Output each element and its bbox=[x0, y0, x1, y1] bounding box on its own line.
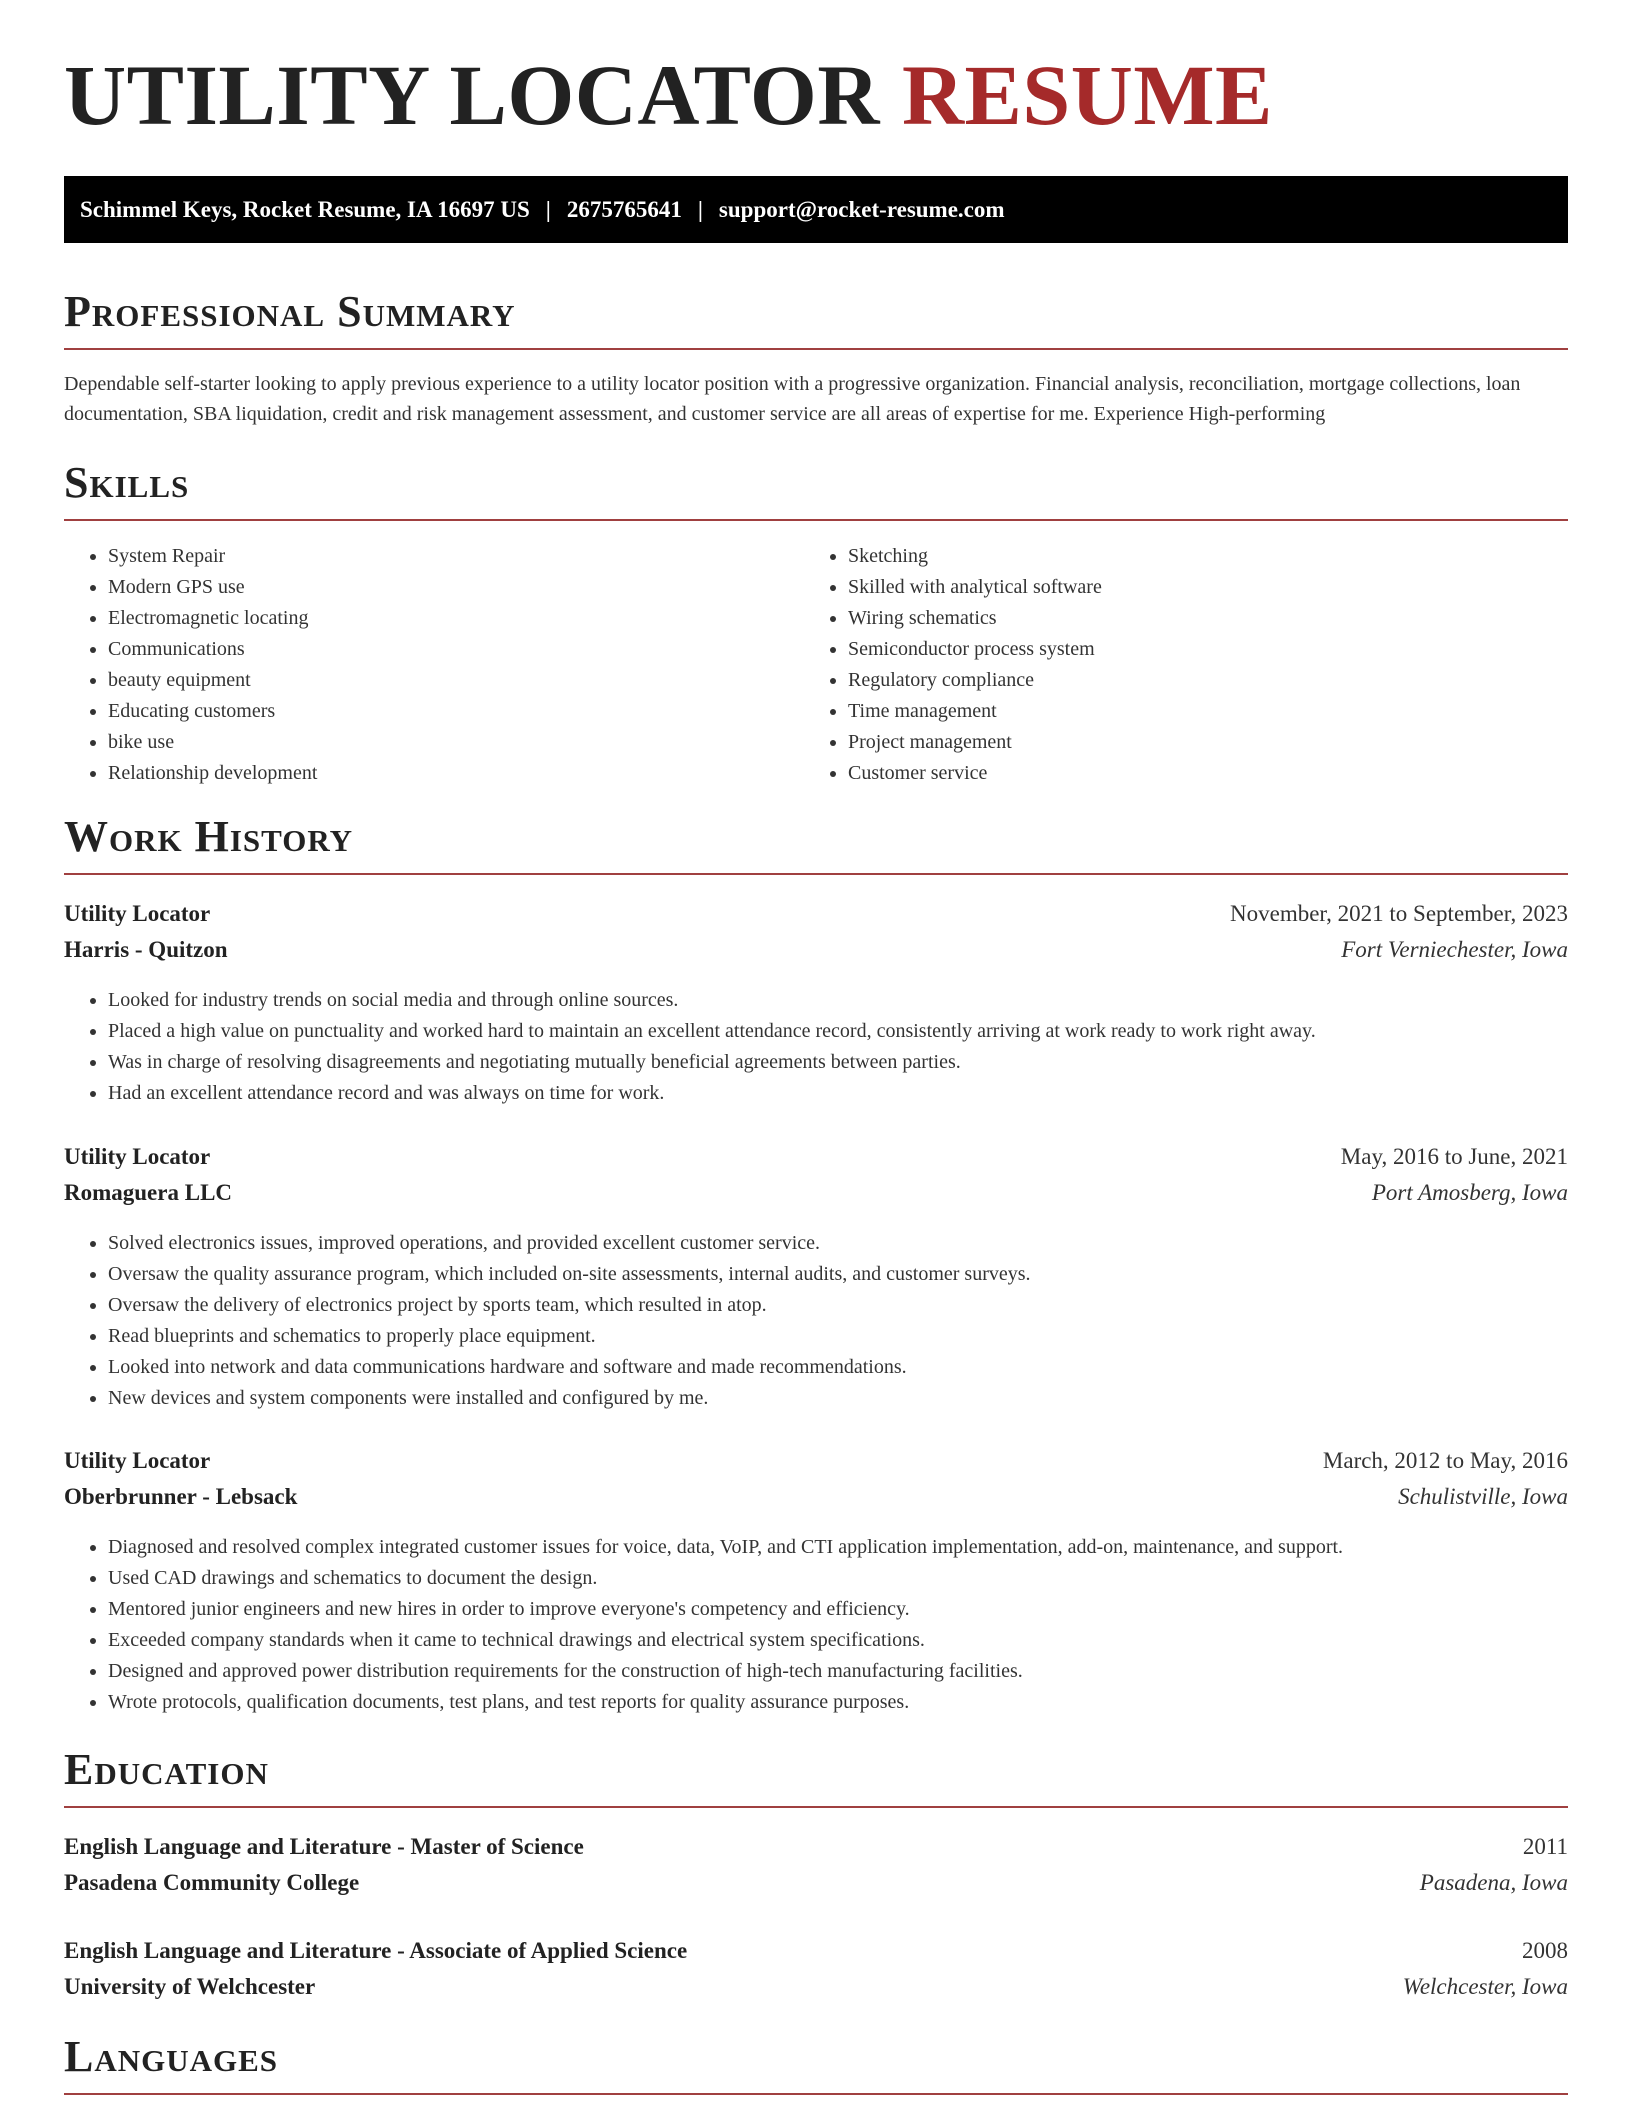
education-year: 2008 bbox=[1522, 1938, 1568, 1963]
education-degree: English Language and Literature - Associate of Applied Science bbox=[64, 1938, 688, 1963]
job-bullet: • Oversaw the quality assurance program, which included on-site assessments, internal audits, and customer surveys. bbox=[108, 1259, 1568, 1290]
job-bullet: • Diagnosed and resolved complex integrated customer issues for voice, data, VoIP, and CTI application implementation, add-on, maintenance, and support. bbox=[108, 1532, 1568, 1563]
education-location: Pasadena, Iowa bbox=[1419, 1870, 1568, 1895]
job-bullet: • Looked for industry trends on social media and through online sources. bbox=[108, 985, 1568, 1016]
job-bullets bbox=[64, 1228, 1568, 1414]
job-location: Port Amosberg, Iowa bbox=[1371, 1180, 1568, 1205]
skill-item: • Sketching bbox=[848, 541, 1524, 572]
education-degree: English Language and Literature - Master of Science bbox=[64, 1834, 584, 1859]
job-title-row bbox=[64, 1443, 1568, 1479]
skill-item: • Customer service bbox=[848, 758, 1524, 789]
job-company-row bbox=[64, 932, 1568, 968]
job-title-row bbox=[64, 896, 1568, 932]
skill-item: • Wiring schematics bbox=[848, 603, 1524, 634]
title-main: UTILITY LOCATOR bbox=[64, 47, 880, 143]
education-school-row bbox=[64, 1969, 1568, 2005]
skill-item: • Project management bbox=[848, 727, 1524, 758]
contact-bar bbox=[64, 176, 1568, 243]
education-school: Pasadena Community College bbox=[64, 1870, 360, 1895]
skill-item: • Modern GPS use bbox=[108, 572, 784, 603]
job-title-row bbox=[64, 1139, 1568, 1175]
job-bullet: • Used CAD drawings and schematics to document the design. bbox=[108, 1563, 1568, 1594]
skill-item: • Time management bbox=[848, 696, 1524, 727]
skill-item: • bike use bbox=[108, 727, 784, 758]
skills-right-column bbox=[804, 541, 1524, 789]
skill-item: • beauty equipment bbox=[108, 665, 784, 696]
education-degree-row bbox=[64, 1933, 1568, 1969]
skills-heading: Skills bbox=[64, 461, 1568, 521]
summary-heading: Professional Summary bbox=[64, 290, 1568, 350]
languages-heading: Languages bbox=[64, 2035, 1568, 2095]
skill-item: • Educating customers bbox=[108, 696, 784, 727]
skill-item: • Communications bbox=[108, 634, 784, 665]
skill-item: • Electromagnetic locating bbox=[108, 603, 784, 634]
job-company-row bbox=[64, 1479, 1568, 1515]
skill-item: • System Repair bbox=[108, 541, 784, 572]
skills-right-list bbox=[804, 541, 1524, 789]
skill-item: • Regulatory compliance bbox=[848, 665, 1524, 696]
job-company: Oberbrunner - Lebsack bbox=[64, 1484, 298, 1509]
job-bullets bbox=[64, 1532, 1568, 1718]
job-bullet: • Designed and approved power distribution requirements for the construction of high-tech manufacturing facilities. bbox=[108, 1656, 1568, 1687]
skill-item: • Semiconductor process system bbox=[848, 634, 1524, 665]
job-bullet: • Looked into network and data communications hardware and software and made recommendations. bbox=[108, 1352, 1568, 1383]
job-company: Romaguera LLC bbox=[64, 1180, 233, 1205]
job-bullet: • Solved electronics issues, improved operations, and provided excellent customer service. bbox=[108, 1228, 1568, 1259]
resume-title bbox=[64, 47, 1273, 143]
job-bullet: • Read blueprints and schematics to properly place equipment. bbox=[108, 1321, 1568, 1352]
contact-phone[interactable]: 2675765641 bbox=[566, 196, 682, 222]
job-title: Utility Locator bbox=[64, 901, 211, 926]
skill-item: • Skilled with analytical software bbox=[848, 572, 1524, 603]
contact-separator: | bbox=[697, 196, 703, 222]
job-bullet: • Wrote protocols, qualification documents, test plans, and test reports for quality assurance purposes. bbox=[108, 1687, 1568, 1718]
education-heading: Education bbox=[64, 1748, 1568, 1808]
contact-separator: | bbox=[545, 196, 551, 222]
education-school: University of Welchcester bbox=[64, 1974, 316, 1999]
contact-email[interactable]: support@rocket-resume.com bbox=[718, 196, 1005, 222]
work-history-heading: Work History bbox=[64, 815, 1568, 875]
skills-left-column bbox=[64, 541, 784, 789]
skills-left-list bbox=[64, 541, 784, 789]
summary-text: Dependable self-starter looking to apply previous experience to a utility locator position with a progressive organization. Financial analysis, reconciliation, mortgage collections, loan documentation, SBA liquidation, credit and risk management assessment, and customer service are all areas of expertise for me. Experience High-performing bbox=[64, 373, 1521, 425]
job-dates: March, 2012 to May, 2016 bbox=[1322, 1448, 1568, 1473]
education-location: Welchcester, Iowa bbox=[1402, 1974, 1568, 1999]
job-location: Fort Verniechester, Iowa bbox=[1341, 937, 1568, 962]
job-bullet: • New devices and system components were installed and configured by me. bbox=[108, 1383, 1568, 1414]
job-bullet: • Had an excellent attendance record and was always on time for work. bbox=[108, 1078, 1568, 1109]
skill-item: • Relationship development bbox=[108, 758, 784, 789]
job-bullets bbox=[64, 985, 1568, 1109]
job-title: Utility Locator bbox=[64, 1144, 211, 1169]
job-bullet: • Placed a high value on punctuality and worked hard to maintain an excellent attendance record, consistently arriving at work ready to work right away. bbox=[108, 1016, 1568, 1047]
title-accent: RESUME bbox=[901, 47, 1273, 143]
job-dates: May, 2016 to June, 2021 bbox=[1340, 1144, 1568, 1169]
job-company: Harris - Quitzon bbox=[64, 937, 228, 962]
contact-address: Schimmel Keys, Rocket Resume, IA 16697 US bbox=[80, 196, 530, 222]
job-bullet: • Exceeded company standards when it came to technical drawings and electrical system specifications. bbox=[108, 1625, 1568, 1656]
education-school-row bbox=[64, 1865, 1568, 1901]
job-location: Schulistville, Iowa bbox=[1398, 1484, 1568, 1509]
education-year: 2011 bbox=[1522, 1834, 1568, 1859]
job-bullet: • Mentored junior engineers and new hires in order to improve everyone's competency and efficiency. bbox=[108, 1594, 1568, 1625]
education-degree-row bbox=[64, 1829, 1568, 1865]
job-title: Utility Locator bbox=[64, 1448, 211, 1473]
job-company-row bbox=[64, 1175, 1568, 1211]
job-bullet: • Oversaw the delivery of electronics project by sports team, which resulted in atop. bbox=[108, 1290, 1568, 1321]
job-dates: November, 2021 to September, 2023 bbox=[1230, 901, 1568, 926]
job-bullet: • Was in charge of resolving disagreements and negotiating mutually beneficial agreements between parties. bbox=[108, 1047, 1568, 1078]
